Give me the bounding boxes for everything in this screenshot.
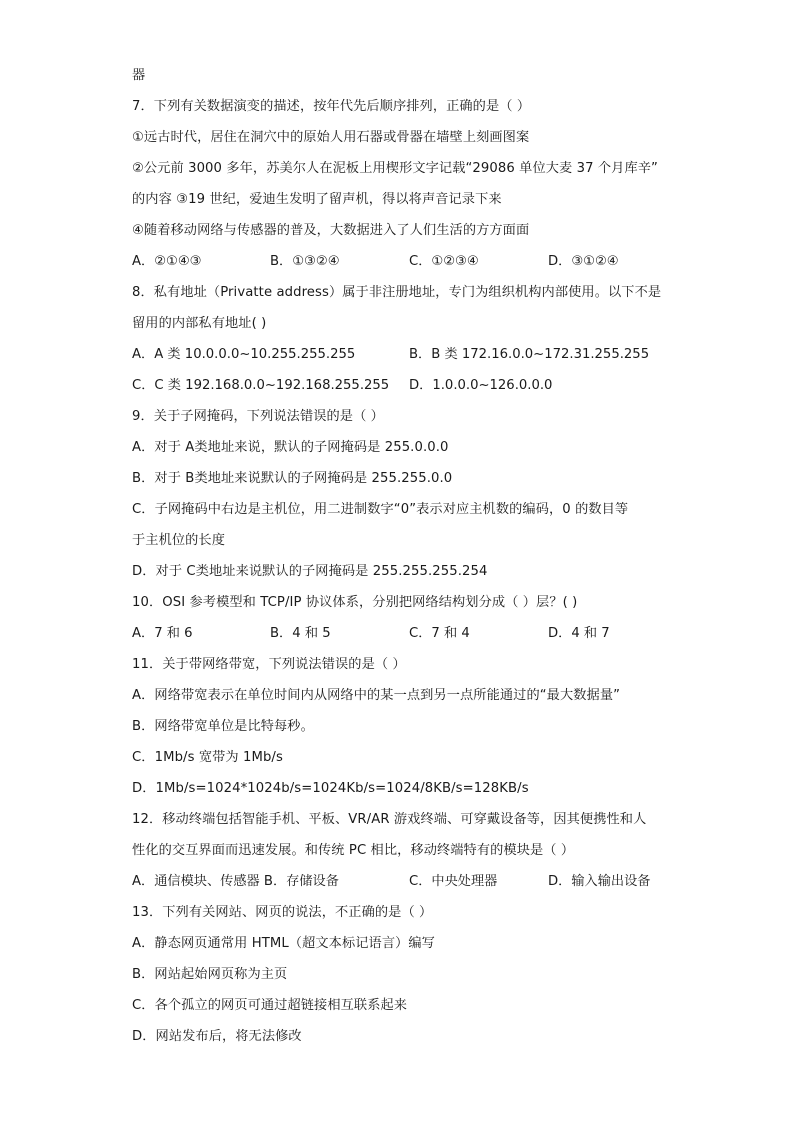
option-d: D．4 和 7 (548, 626, 610, 641)
question-9: 9．关于子网掩码，下列说法错误的是（ ） (132, 409, 384, 424)
option-b: B．4 和 5 (270, 626, 331, 641)
option-a: A．7 和 6 (132, 626, 193, 641)
option-c: C．各个孤立的网页可通过超链接相互联系起来 (132, 998, 408, 1013)
option-d: D．对于 C类地址来说默认的子网掩码是 255.255.255.254 (132, 564, 488, 579)
question-7-item-4: ④随着移动网络与传感器的普及，大数据进入了人们生活的方方面面 (132, 223, 530, 238)
option-d: D．1Mb/s=1024*1024b/s=1024Kb/s=1024/8KB/s=128KB/s (132, 781, 529, 796)
option-c: C．①②③④ (409, 254, 479, 269)
option-c: C．C 类 192.168.0.0~192.168.255.255 (132, 378, 390, 393)
text-line: 器 (132, 68, 146, 83)
question-7-item-1: ①远古时代，居住在洞穴中的原始人用石器或骨器在墙壁上刻画图案 (132, 130, 530, 145)
question-7-item-3: 的内容 ③19 世纪，爱迪生发明了留声机，得以将声音记录下来 (132, 192, 502, 207)
option-b: B．B 类 172.16.0.0~172.31.255.255 (409, 347, 650, 362)
question-10: 10．OSI 参考模型和 TCP/IP 协议体系，分别把网络结构划分成（ ）层？( ) (132, 595, 578, 610)
option-c-cont: 于主机位的长度 (132, 533, 226, 548)
option-a: A．②①④③ (132, 254, 202, 269)
option-c: C．中央处理器 (409, 874, 498, 889)
option-a: A．A 类 10.0.0.0~10.255.255.255 (132, 347, 356, 362)
option-a: A．网络带宽表示在单位时间内从网络中的某一点到另一点所能通过的“最大数据量” (132, 688, 621, 703)
option-d: D．网站发布后，将无法修改 (132, 1029, 302, 1044)
option-c: C．子网掩码中右边是主机位，用二进制数字“0”表示对应主机数的编码，0 的数目等 (132, 502, 629, 517)
question-12: 12．移动终端包括智能手机、平板、VR/AR 游戏终端、可穿戴设备等，因其便携性和人 (132, 812, 647, 827)
option-d: D．③①②④ (548, 254, 619, 269)
option-b: B．网站起始网页称为主页 (132, 967, 288, 982)
question-8: 8．私有地址（Privatte address）属于非注册地址，专门为组织机构内部使用。以下不是 (132, 285, 662, 300)
option-c: C．1Mb/s 宽带为 1Mb/s (132, 750, 283, 765)
option-b: B．①③②④ (270, 254, 340, 269)
option-a: A．对于 A类地址来说，默认的子网掩码是 255.0.0.0 (132, 440, 449, 455)
option-c: C．7 和 4 (409, 626, 470, 641)
question-11: 11．关于带网络带宽，下列说法错误的是（ ） (132, 657, 406, 672)
question-7-item-2: ②公元前 3000 多年，苏美尔人在泥板上用楔形文字记载“29086 单位大麦 37 个月库辛” (132, 161, 658, 176)
option-d: D．输入输出设备 (548, 874, 651, 889)
option-a: A．静态网页通常用 HTML（超文本标记语言）编写 (132, 936, 435, 951)
question-8-cont: 留用的内部私有地址( ) (132, 316, 267, 331)
option-d: D．1.0.0.0~126.0.0.0 (409, 378, 553, 393)
option-b: B．网络带宽单位是比特每秒。 (132, 719, 314, 734)
question-7: 7．下列有关数据演变的描述，按年代先后顺序排列，正确的是（ ） (132, 99, 531, 114)
question-13: 13．下列有关网站、网页的说法，不正确的是（ ） (132, 905, 433, 920)
question-12-cont: 性化的交互界面而迅速发展。和传统 PC 相比，移动终端特有的模块是（ ） (132, 843, 575, 858)
option-a-b: A．通信模块、传感器 B．存储设备 (132, 874, 339, 889)
option-b: B．对于 B类地址来说默认的子网掩码是 255.255.0.0 (132, 471, 453, 486)
